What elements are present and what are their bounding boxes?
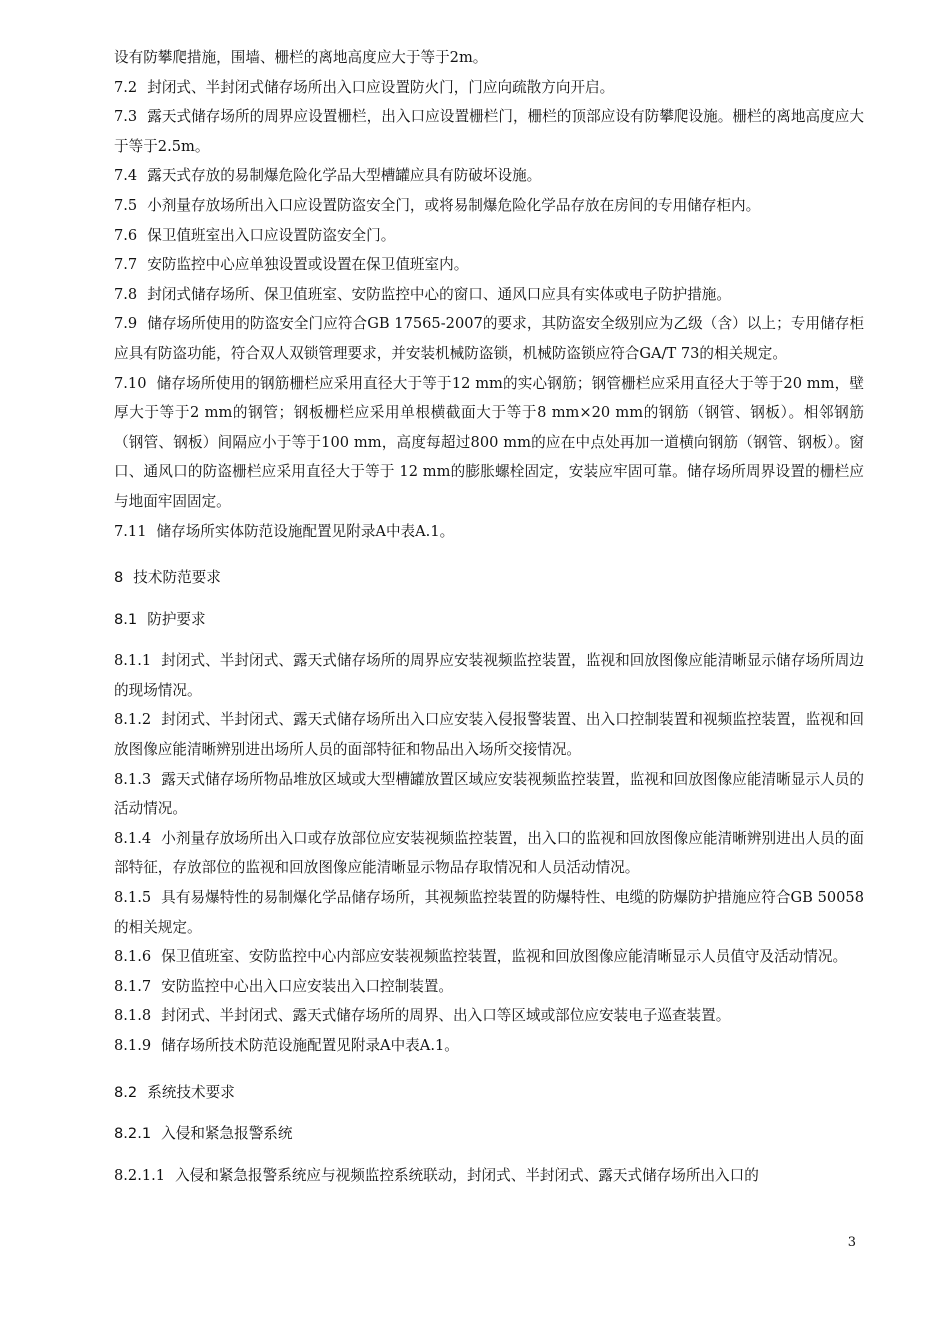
clause-8-1-2 [114,705,864,764]
page-content [114,43,864,1190]
intro-paragraph: 设有防攀爬措施，围墙、栅栏的离地高度应大于等于2m。 [114,49,488,66]
clause-number: 7.2 [114,78,138,96]
clause-number: 8.1.4 [114,829,152,847]
section-title: 入侵和紧急报警系统 [161,1125,293,1143]
section-title: 系统技术要求 [147,1083,235,1101]
clause-text: 小剂量存放场所出入口或存放部位应安装视频监控装置，出入口的监视和回放图像应能清晰辨别进出人员的面部特征，存放部位的监视和回放图像应能清晰显示物品存取情况和人员活动情况。 [114,829,864,877]
clause-text: 封闭式、半封闭式、露天式储存场所的周界、出入口等区域或部位应安装电子巡查装置。 [161,1007,731,1025]
clause-text: 储存场所使用的钢筋栅栏应采用直径大于等于12 mm的实心钢筋；钢管栅栏应采用直径大于等于20 mm，壁厚大于等于2 mm的钢管；钢板栅栏应采用单根横截面大于等于8 mm×20 mm的钢筋（钢管、钢板）。相邻钢筋（钢管、钢板）间隔应小于等于100 mm，高度每超过800 mm的应在中点处再加一道横向钢筋（钢管、钢板）。窗口、通风口的防盗栅栏应采用直径大于等于 12 mm的膨胀螺栓固定，安装应牢固可靠。储存场所周界设置的栅栏应与地面牢固固定。 [114,374,864,510]
clause-text: 露天式储存场所的周界应设置栅栏，出入口应设置栅栏门，栅栏的顶部应设有防攀爬设施。栅栏的离地高度应大于等于2.5m。 [114,108,864,155]
clause-8-1-3 [114,765,864,824]
page-number: 3 [847,1235,856,1250]
clause-number: 7.3 [114,108,138,126]
clause-text: 露天式储存场所物品堆放区域或大型槽罐放置区域应安装视频监控装置，监视和回放图像应能清晰显示人员的活动情况。 [114,770,864,818]
clause-8-1-4 [114,824,864,883]
clause-7-7 [114,250,864,280]
clause-7-2 [114,73,864,103]
clause-number: 7.7 [114,256,138,274]
clause-number: 7.4 [114,167,138,185]
clause-8-2-1-1 [114,1161,864,1191]
section-number: 8.2 [114,1083,138,1101]
clause-7-11 [114,517,864,547]
clause-8-1-6 [114,942,864,972]
clause-8-1-5 [114,883,864,942]
section-title: 防护要求 [147,610,206,628]
clause-8-1-7 [114,972,864,1002]
clause-text: 小剂量存放场所出入口应设置防盗安全门，或将易制爆危险化学品存放在房间的专用储存柜内。 [147,196,761,214]
clause-7-list [114,73,864,547]
clause-number: 8.1.2 [114,711,152,729]
section-8-1-heading [114,605,864,635]
clause-7-6 [114,221,864,251]
clause-text: 保卫值班室出入口应设置防盗安全门。 [147,226,396,244]
clause-text: 入侵和紧急报警系统应与视频监控系统联动，封闭式、半封闭式、露天式储存场所出入口的 [175,1166,759,1184]
section-8-2-heading [114,1078,864,1108]
clause-8-1-1 [114,646,864,705]
clause-text: 封闭式、半封闭式储存场所出入口应设置防火门，门应向疏散方向开启。 [147,78,615,96]
clause-7-8 [114,280,864,310]
section-number: 8 [114,569,124,587]
clause-number: 8.1.6 [114,948,152,966]
clause-8-1-8 [114,1001,864,1031]
clause-number: 7.9 [114,315,138,333]
clause-number: 8.1.1 [114,652,152,670]
clause-number: 7.11 [114,522,147,540]
section-8-2-1-heading [114,1119,864,1149]
clause-text: 封闭式、半封闭式、露天式储存场所出入口应安装入侵报警装置、出入口控制装置和视频监控装置，监视和回放图像应能清晰辨别进出场所人员的面部特征和物品出入场所交接情况。 [114,711,864,759]
clause-text: 保卫值班室、安防监控中心内部应安装视频监控装置，监视和回放图像应能清晰显示人员值守及活动情况。 [161,948,848,966]
clause-7-4 [114,161,864,191]
clause-number: 7.6 [114,226,138,244]
section-8-heading [114,563,864,593]
section-title: 技术防范要求 [133,569,221,587]
section-number: 8.1 [114,610,138,628]
clause-number: 8.2.1.1 [114,1166,166,1184]
clause-text: 封闭式储存场所、保卫值班室、安防监控中心的窗口、通风口应具有实体或电子防护措施。 [147,285,731,303]
clause-7-5 [114,191,864,221]
clause-number: 8.1.5 [114,889,152,907]
clause-number: 8.1.7 [114,977,152,995]
clause-text: 安防监控中心应单独设置或设置在保卫值班室内。 [147,256,469,274]
clause-number: 7.8 [114,285,138,303]
clause-number: 8.1.3 [114,770,152,788]
clause-8-1-list [114,646,864,1060]
section-number: 8.2.1 [114,1125,152,1143]
clause-text: 储存场所实体防范设施配置见附录A中表A.1。 [156,522,455,540]
clause-text: 露天式存放的易制爆危险化学品大型槽罐应具有防破坏设施。 [147,167,542,185]
clause-7-9 [114,309,864,368]
clause-text: 具有易爆特性的易制爆化学品储存场所，其视频监控装置的防爆特性、电缆的防爆防护措施应符合GB 50058的相关规定。 [114,889,864,936]
clause-number: 7.10 [114,374,147,392]
clause-text: 封闭式、半封闭式、露天式储存场所的周界应安装视频监控装置，监视和回放图像应能清晰显示储存场所周边的现场情况。 [114,652,864,699]
clause-number: 7.5 [114,196,138,214]
clause-8-1-9 [114,1031,864,1061]
clause-text: 储存场所使用的防盗安全门应符合GB 17565-2007的要求，其防盗安全级别应为乙级（含）以上；专用储存柜应具有防盗功能，符合双人双锁管理要求，并安装机械防盗锁，机械防盗锁应符合GA/T 73的相关规定。 [114,315,864,362]
clause-text: 储存场所技术防范设施配置见附录A中表A.1。 [161,1037,459,1054]
clause-7-3 [114,102,864,161]
clause-7-10 [114,369,864,517]
clause-text: 安防监控中心出入口应安装出入口控制装置。 [161,977,454,995]
clause-number: 8.1.9 [114,1037,152,1054]
clause-number: 8.1.8 [114,1007,152,1025]
